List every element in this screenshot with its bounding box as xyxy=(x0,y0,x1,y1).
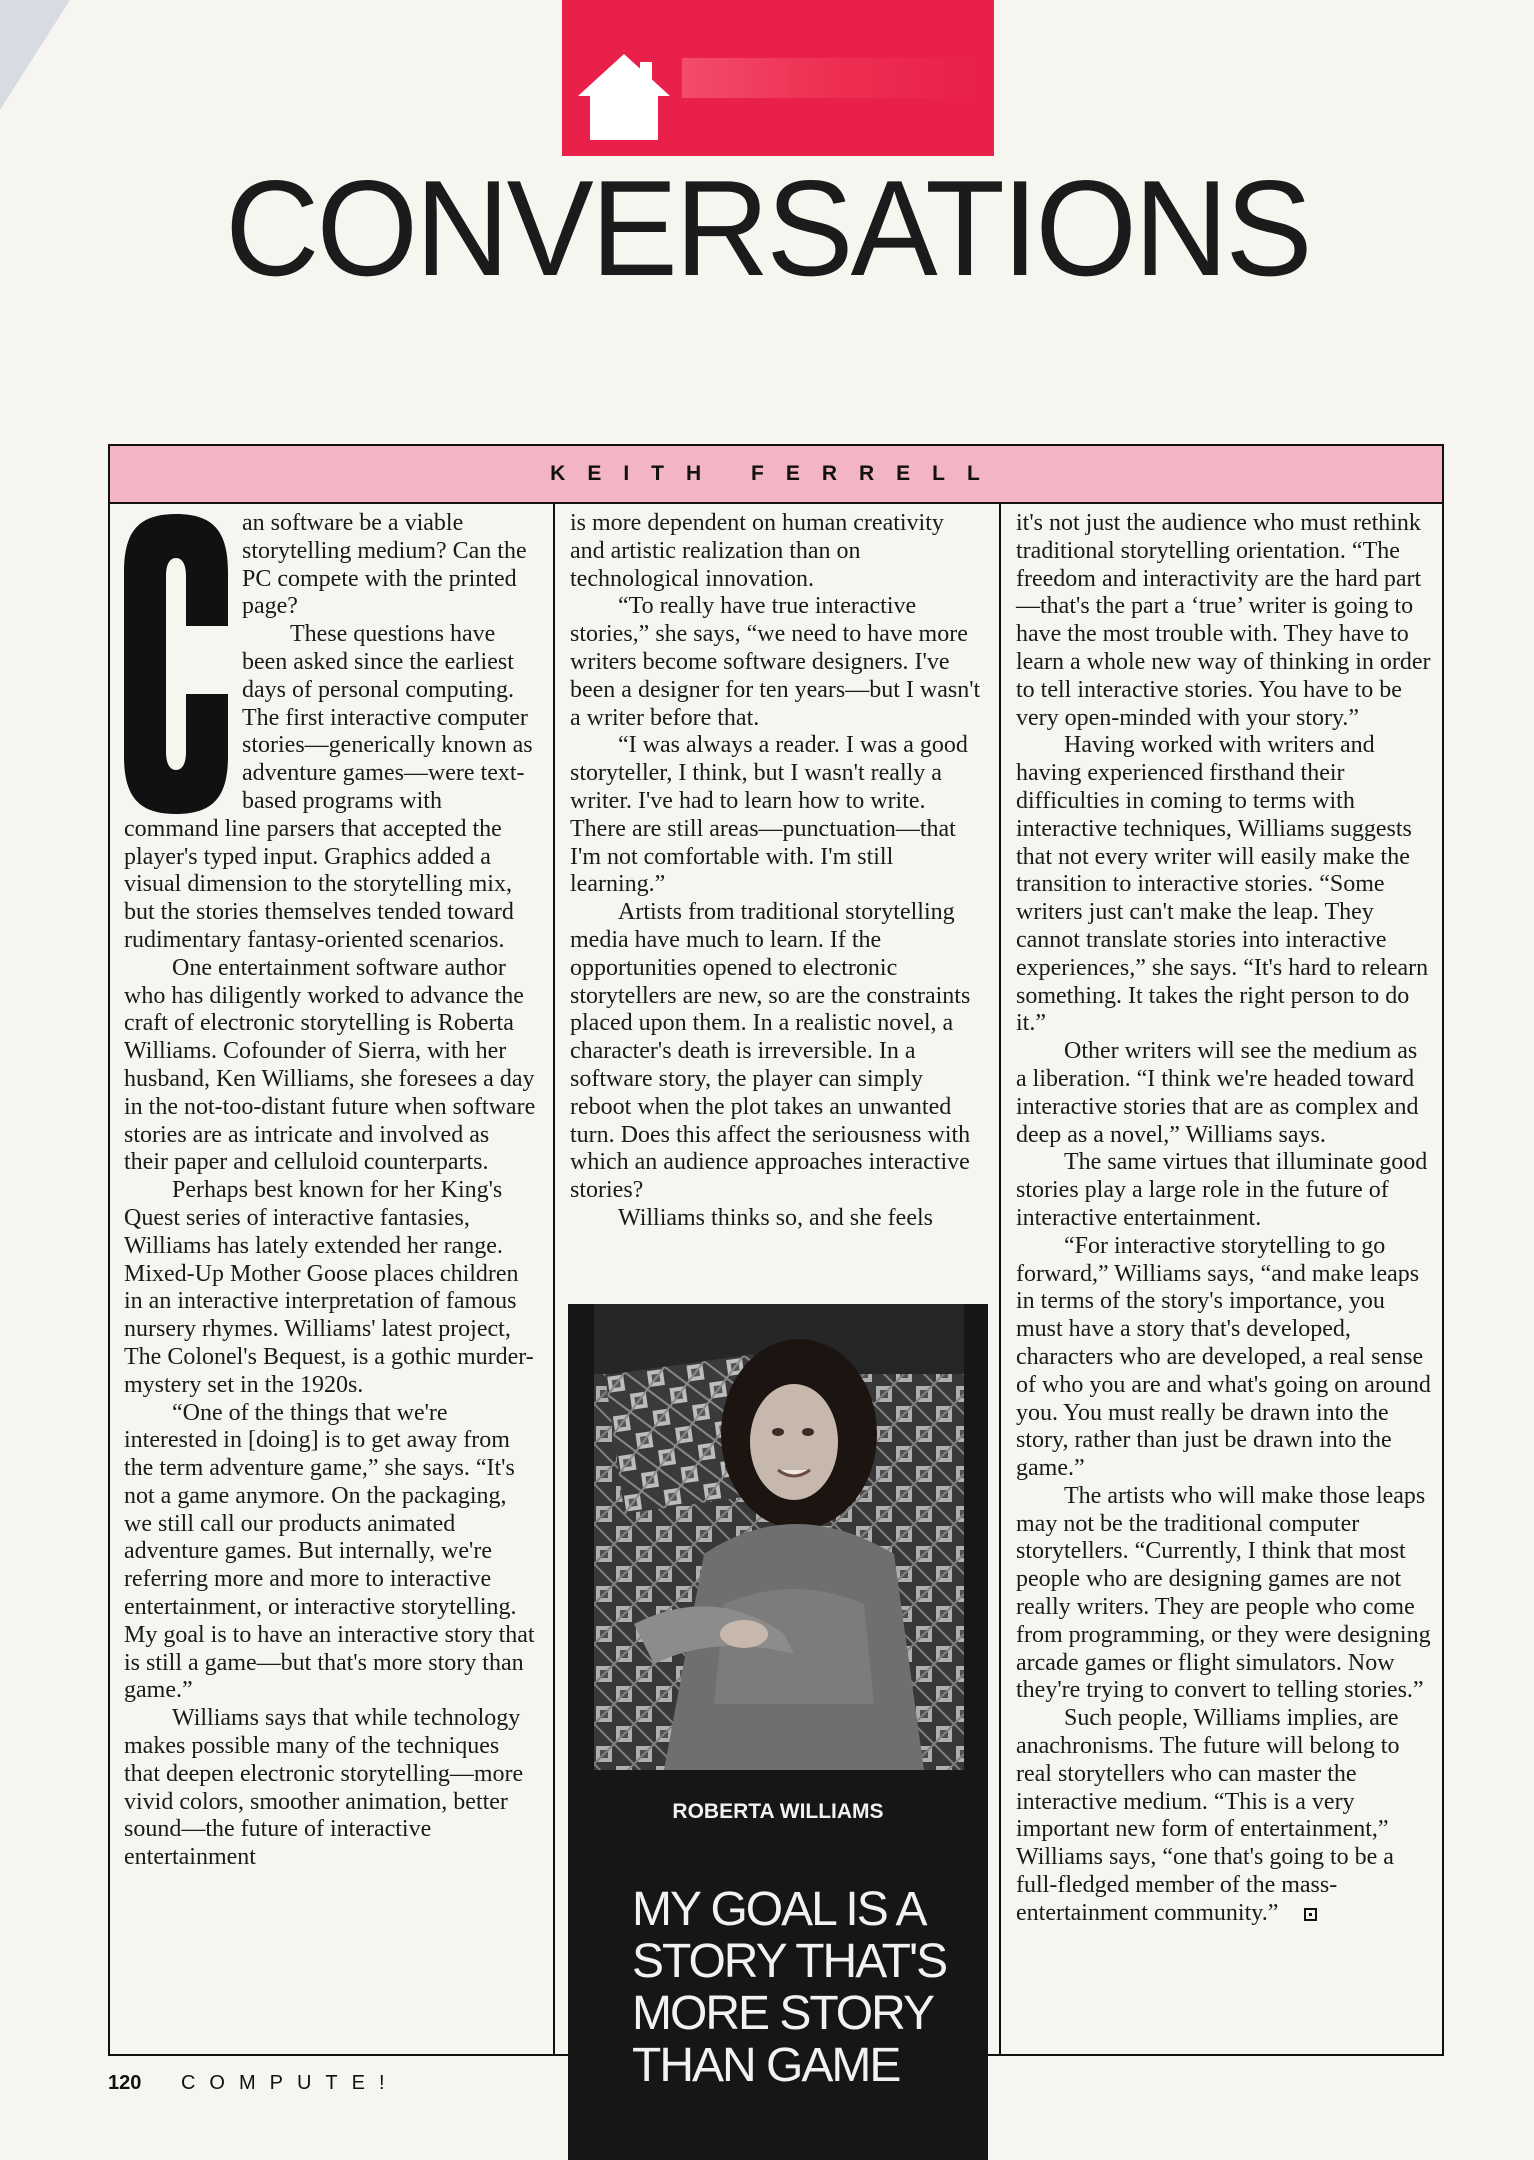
pull-quote xyxy=(632,1884,972,2092)
home-icon xyxy=(574,52,674,142)
pull-quote-line: MY GOAL IS A xyxy=(632,1883,926,1936)
byline: KEITH FERRELL xyxy=(110,446,1442,504)
paragraph: is more dependent on human creativity and artistic realization than on technological innovation. xyxy=(570,510,944,592)
page-title: CONVERSATIONS xyxy=(225,152,1310,304)
paragraph: One entertainment software author who has diligently worked to advance the craft of electronic storytelling is Roberta Williams. Cofounder of Sierra, with her husband, Ken Williams, she foresees a day in the not-too-distant future when software stories are as intricate and involved as their paper and celluloid counterparts. xyxy=(124,954,536,1176)
pull-quote-line: MORE STORY xyxy=(632,1987,933,2040)
page-number: 120 xyxy=(108,2072,142,2094)
page-corner-fold xyxy=(0,0,70,110)
photo-panel xyxy=(568,1304,988,2160)
paragraph-text: Such people, Williams implies, are anachronisms. The future will belong to real storytellers who can master the interactive medium. “This is a very important new form of entertainment,” Williams says, “one that's going to be a full-fledged member of the mass-entertainment community.” xyxy=(1016,1705,1400,1926)
magazine-name: COMPUTE! xyxy=(180,2072,399,2094)
paragraph: it's not just the audience who must rethink traditional storytelling orientation. “The freedom and interactivity are the hard part—that's the part a ‘true’ writer is going to have the most trouble with. They have to learn a whole new way of thinking in order to tell interactive stories. You have to be very open-minded with your story.” xyxy=(1016,510,1431,731)
banner-texture xyxy=(682,58,982,98)
paragraph: These questions have been asked since the earliest days of personal computing. The first interactive computer stories—generically known as adventure games—were text-based programs with command line parsers that accepted the player's typed input. Graphics added a visual dimension to the storytelling mix, but the stories themselves tended toward rudimentary fantasy-oriented scenarios. xyxy=(124,621,533,953)
paragraph: Having worked with writers and having experienced firsthand their difficulties in coming to terms with interactive techniques, Williams suggests that not every writer will easily make the transition to interactive stories. “Some writers just can't make the leap. They cannot translate stories into interactive experiences,” she says. “It's hard to relearn something. It takes the right person to do it.” xyxy=(1016,732,1429,1037)
article-column-1 xyxy=(124,510,538,1872)
portrait-photo xyxy=(594,1304,964,1770)
column-divider xyxy=(999,502,1001,2056)
drop-cap xyxy=(124,514,228,814)
paragraph: “To really have true interactive stories,” she says, “we need to have more writers become software designers. I've been a designer for ten years—but I wasn't a writer before that. xyxy=(570,593,981,731)
article-column-3 xyxy=(1016,510,1432,1928)
page-footer xyxy=(108,2072,399,2095)
paragraph: “I was always a reader. I was a good storyteller, I think, but I wasn't really a writer. I've had to learn how to write. There are still areas—punctuation—that I'm not comfortable with. I'm still learning.” xyxy=(570,732,968,898)
paragraph: Other writers will see the medium as a liberation. “I think we're headed toward interactive stories that are as complex and deep as a novel,” Williams says. xyxy=(1016,1038,1419,1148)
paragraph: Williams says that while technology makes possible many of the techniques that deepen electronic storytelling—more vivid colors, smoother animation, better sound—the future of interactive entertainment xyxy=(124,1705,524,1871)
paragraph: The artists who will make those leaps may not be the traditional computer storytellers. “Currently, I think that most people who are designing games are not really writers. They are people who come from programming, or they were designing arcade games or flight simulators. Now they're trying to convert to telling stories.” xyxy=(1016,1482,1431,1704)
paragraph: The same virtues that illuminate good stories play a large role in the future of interactive entertainment. xyxy=(1016,1149,1428,1231)
end-mark-icon xyxy=(1304,1908,1317,1921)
article-column-2 xyxy=(570,510,984,1233)
pull-quote-line: THAN GAME xyxy=(632,2039,900,2092)
paragraph: “One of the things that we're interested in [doing] is to get away from the term adventure game,” she says. “It's not a game anymore. On the packaging, we still call our products animated adventure games. But internally, we're referring more and more to interactive entertainment, or interactive storytelling. My goal is to have an interactive story that is still a game—but that's more story than game.” xyxy=(124,1399,535,1704)
photo-caption: ROBERTA WILLIAMS xyxy=(672,1800,884,1823)
pull-quote-line: STORY THAT'S xyxy=(632,1935,947,1988)
header-banner xyxy=(562,0,994,156)
paragraph: Williams thinks so, and she feels xyxy=(618,1204,933,1231)
column-divider xyxy=(553,502,555,2056)
paragraph: an software be a viable storytelling medium? Can the PC compete with the printed page? xyxy=(242,510,527,620)
paragraph-final xyxy=(1016,1705,1432,1927)
paragraph: “For interactive storytelling to go forward,” Williams says, “and make leaps in terms of the story's importance, you must have a story that's developed, characters who are developed, a real sense of who you are and what's going on around you. You must really be drawn into the story, rather than just be drawn into the game.” xyxy=(1016,1232,1431,1482)
paragraph: Perhaps best known for her King's Quest series of interactive fantasies, Williams has lately extended her range. Mixed-Up Mother Goose places children in an interactive interpretation of famous nursery rhymes. Williams' latest project, The Colonel's Bequest, is a gothic murder-mystery set in the 1920s. xyxy=(124,1177,534,1398)
paragraph: Artists from traditional storytelling media have much to learn. If the opportunities opened to electronic storytellers are new, so are the constraints placed upon them. In a realistic novel, a character's death is irreversible. In a software story, the player can simply reboot when the plot takes an unwanted turn. Does this affect the seriousness with which an audience approaches interactive stories? xyxy=(570,899,971,1204)
